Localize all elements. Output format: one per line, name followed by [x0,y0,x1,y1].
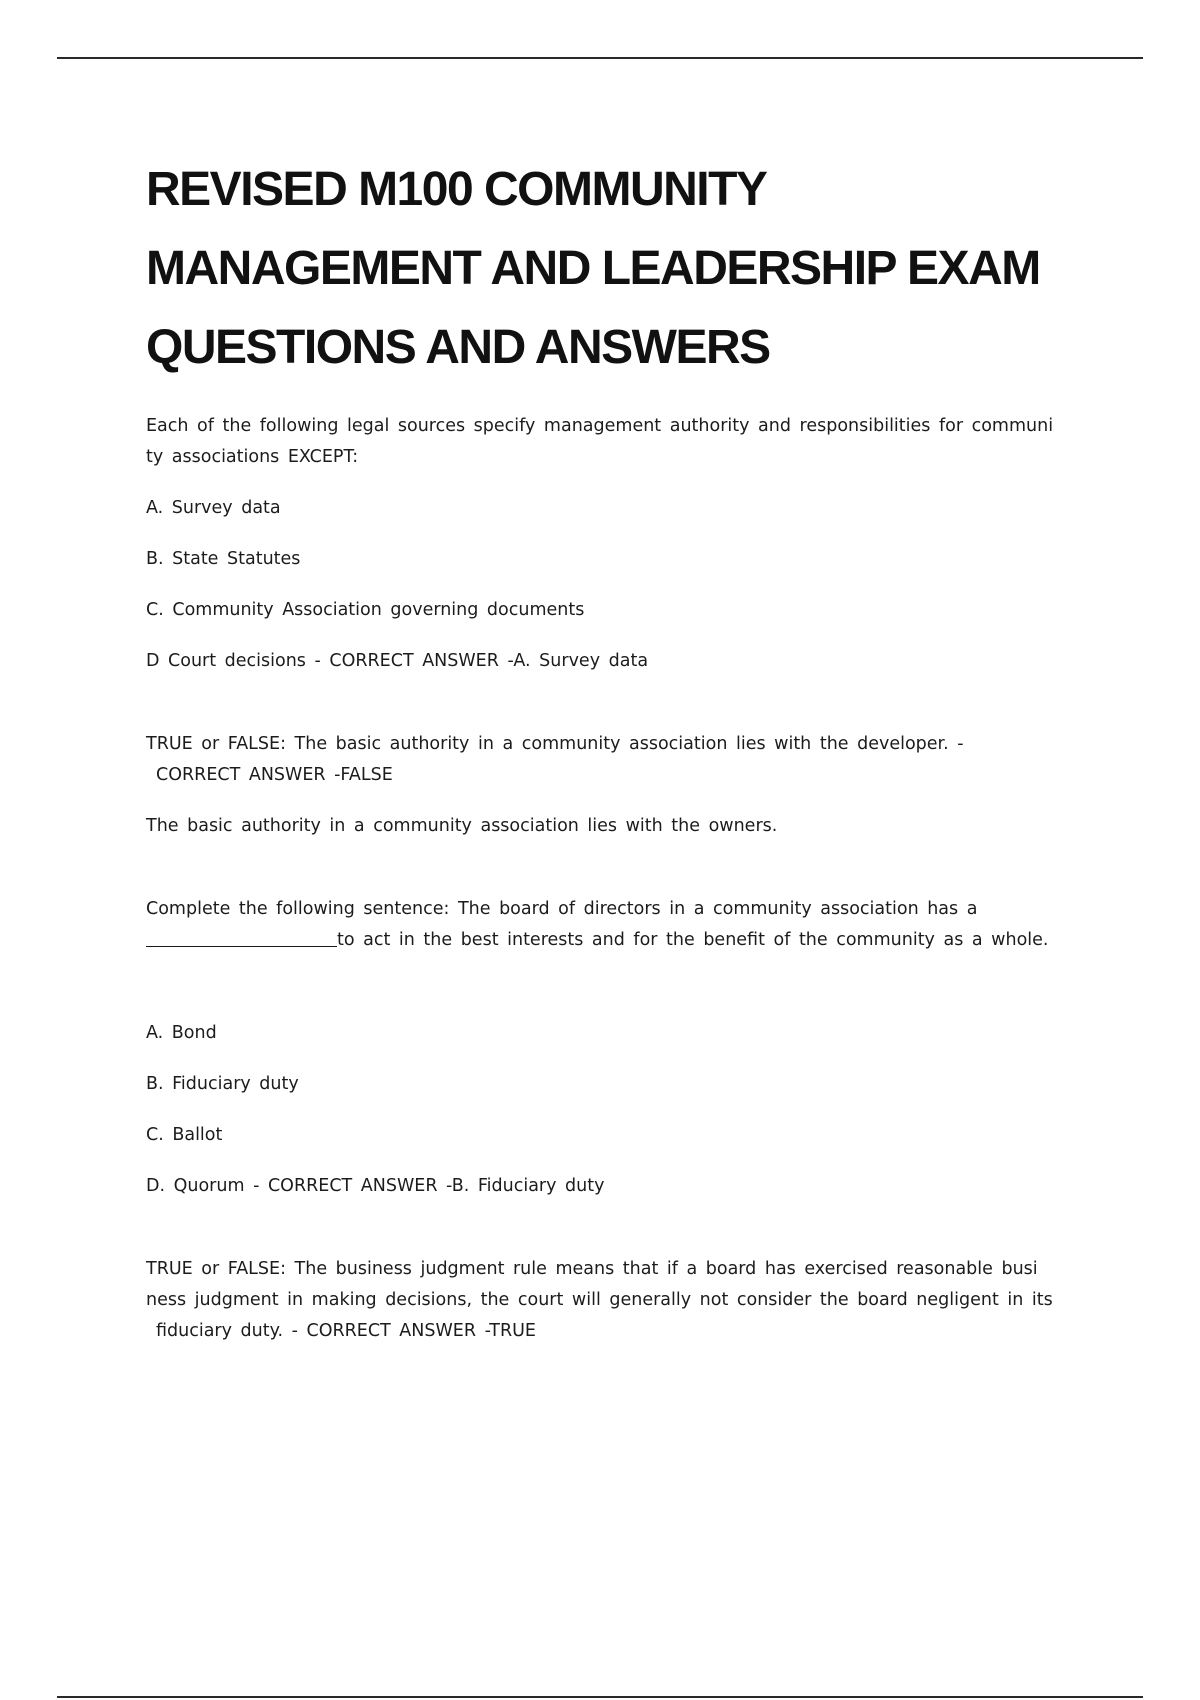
question-3-line-2-text: to act in the best interests and for the benefit of the community as a whole. [337,930,1049,950]
question-3-option-c: C. Ballot [146,1125,223,1145]
question-2-explanation: The basic authority in a community association lies with the owners. [146,816,778,836]
top-rule [57,57,1143,59]
document-body [146,150,1088,1347]
title-line-2: MANAGEMENT AND LEADERSHIP EXAM [146,242,1040,295]
question-2 [146,729,1088,842]
question-2-answer: CORRECT ANSWER -FALSE [156,765,393,785]
question-1-stem-line-1: Each of the following legal sources specify management authority and responsibilities for communi [146,416,1054,436]
question-4-line-3-answer: fiduciary duty. - CORRECT ANSWER -TRUE [156,1321,536,1341]
question-4-line-2: ness judgment in making decisions, the court will generally not consider the board negligent in its [146,1290,1053,1310]
question-3-option-d-answer: D. Quorum - CORRECT ANSWER -B. Fiduciary duty [146,1176,605,1196]
document-title [146,150,1088,387]
question-3-line-2 [146,925,1088,956]
question-1-option-d-answer: D Court decisions - CORRECT ANSWER -A. Survey data [146,651,649,671]
bottom-rule [57,1696,1143,1698]
question-4-line-1: TRUE or FALSE: The business judgment rule means that if a board has exercised reasonable busi [146,1259,1038,1279]
question-3-option-b: B. Fiduciary duty [146,1074,299,1094]
title-line-3: QUESTIONS AND ANSWERS [146,321,770,374]
title-line-1: REVISED M100 COMMUNITY [146,163,767,216]
question-3-line-1: Complete the following sentence: The board of directors in a community association has a [146,899,978,919]
fill-in-blank [146,926,337,947]
question-4 [146,1254,1088,1347]
question-1-option-a: A. Survey data [146,498,281,518]
question-1 [146,411,1088,677]
question-3 [146,894,1088,1202]
question-1-stem-line-2: ty associations EXCEPT: [146,447,359,467]
question-1-option-b: B. State Statutes [146,549,301,569]
question-1-option-c: C. Community Association governing documents [146,600,585,620]
question-3-option-a: A. Bond [146,1023,217,1043]
question-2-line-1: TRUE or FALSE: The basic authority in a community association lies with the developer. - [146,734,964,754]
